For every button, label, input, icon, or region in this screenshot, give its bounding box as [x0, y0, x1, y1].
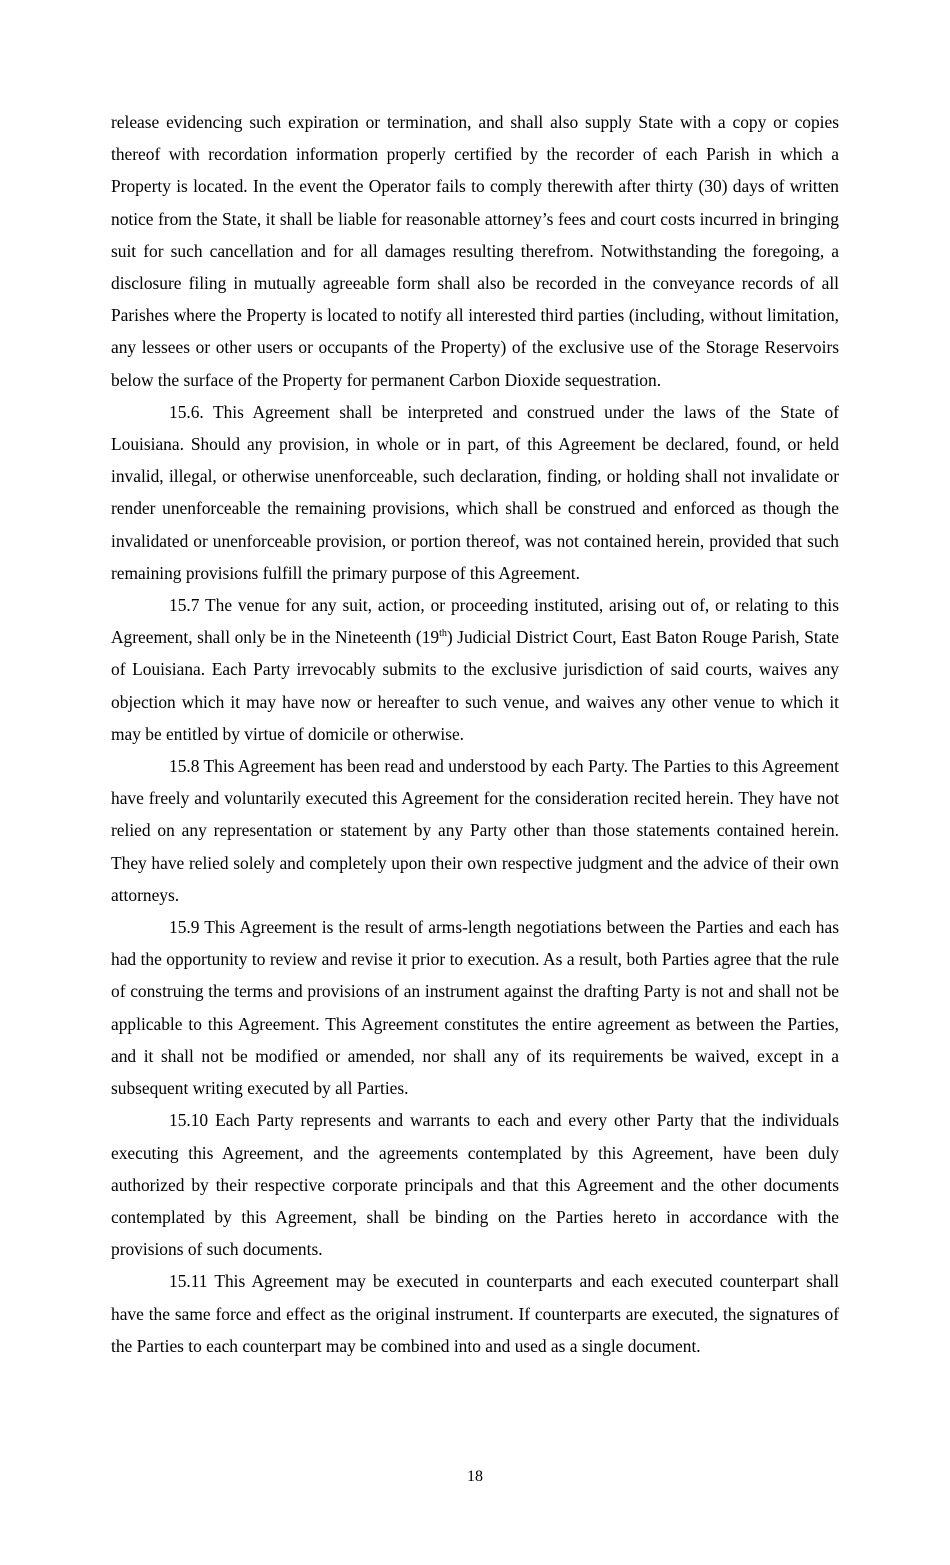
- paragraph-15-8: 15.8 This Agreement has been read and understood by each Party. The Parties to this Agreement have freely and voluntarily executed this Agreement for the consideration recited herein. They have not relied on any representation or statement by any Party other than those statements contained herein. They have relied solely and completely upon their own respective judgment and the advice of their own attorneys.: [111, 756, 839, 905]
- paragraph-continuation: release evidencing such expiration or termination, and shall also supply State with a copy or copies thereof with recordation information properly certified by the recorder of each Parish in which a Property is located. In the event the Operator fails to comply therewith after thirty (30) days of written notice from the State, it shall be liable for reasonable attorney’s fees and court costs incurred in bringing suit for such cancellation and for all damages resulting therefrom. Notwithstanding the foregoing, a disclosure filing in mutually agreeable form shall also be recorded in the conveyance records of all Parishes where the Property is located to notify all interested third parties (including, without limitation, any lessees or other users or occupants of the Property) of the exclusive use of the Storage Reservoirs below the surface of the Property for permanent Carbon Dioxide sequestration.: [111, 112, 839, 390]
- page-number: 18: [467, 1468, 483, 1485]
- paragraph-15-10: 15.10 Each Party represents and warrants to each and every other Party that the individuals executing this Agreement, and the agreements contemplated by this Agreement, have been duly authorized by their respective corporate principals and that this Agreement and the other documents contemplated by this Agreement, shall be binding on the Parties hereto in accordance with the provisions of such documents.: [111, 1110, 839, 1260]
- ordinal-superscript: th: [439, 628, 447, 640]
- paragraph-15-11: 15.11 This Agreement may be executed in counterparts and each executed counterpart shall have the same force and effect as the original instrument. If counterparts are executed, the signatures of the Parties to each counterpart may be combined into and used as a single document.: [111, 1271, 839, 1356]
- paragraph-15-9: 15.9 This Agreement is the result of arms-length negotiations between the Parties and each has had the opportunity to review and revise it prior to execution. As a result, both Parties agree that the rule of construing the terms and provisions of an instrument against the drafting Party is not and shall not be applicable to this Agreement. This Agreement constitutes the entire agreement as between the Parties, and it shall not be modified or amended, nor shall any of its requirements be waived, except in a subsequent writing executed by all Parties.: [111, 917, 839, 1099]
- document-page: [111, 106, 839, 1362]
- paragraph-15-7-part-1: 15.7 The venue for any suit, action, or proceeding instituted, arising out of, or relating to this Agreement, shall only be in the Nineteenth (19: [111, 595, 839, 648]
- paragraph-15-7-part-2: ) Judicial District Court, East Baton Rouge Parish, State of Louisiana. Each Party irrevocably submits to the exclusive jurisdiction of said courts, waives any objection which it may have now or hereafter to such venue, and waives any other venue to which it may be entitled by virtue of domicile or otherwise.: [111, 627, 839, 744]
- paragraph-15-6: 15.6. This Agreement shall be interpreted and construed under the laws of the State of Louisiana. Should any provision, in whole or in part, of this Agreement be declared, found, or held invalid, illegal, or otherwise unenforceable, such declaration, finding, or holding shall not invalidate or render unenforceable the remaining provisions, which shall be construed and enforced as though the invalidated or unenforceable provision, or portion thereof, was not contained herein, provided that such remaining provisions fulfill the primary purpose of this Agreement.: [111, 401, 839, 583]
- paragraph-15-7: [111, 589, 839, 750]
